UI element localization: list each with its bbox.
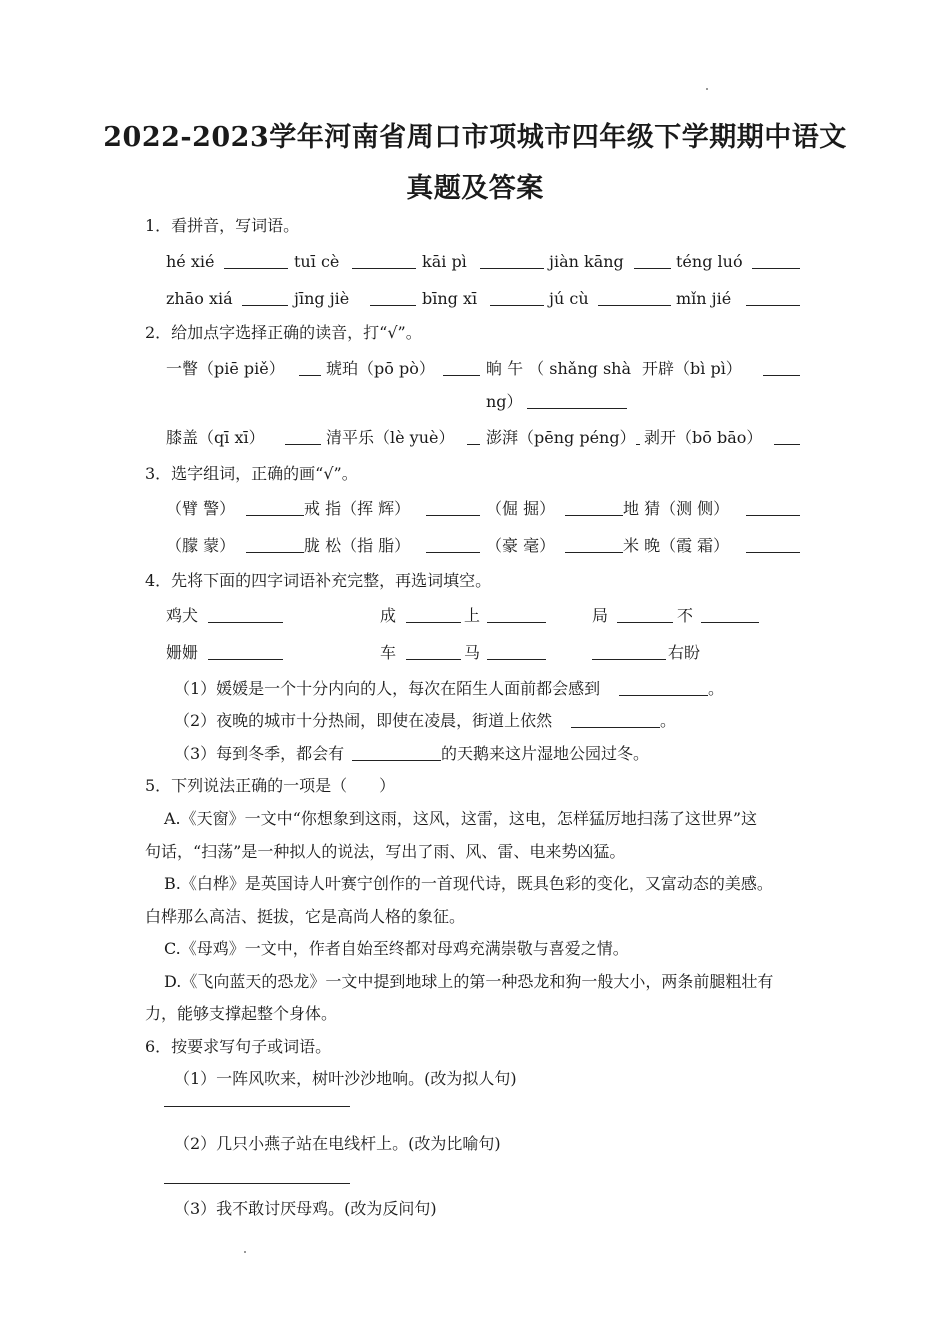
answer-blank[interactable]: [487, 606, 546, 623]
answer-blank[interactable]: [746, 289, 800, 306]
answer-blank[interactable]: [565, 499, 623, 516]
q1-pinyin: mǐn jié: [676, 289, 732, 308]
answer-blank[interactable]: [299, 359, 321, 376]
answer-blank[interactable]: [746, 499, 800, 516]
q1-pinyin: tuī cè: [294, 252, 340, 271]
q3-item: 胧 松（指 脂）: [304, 536, 411, 555]
answer-blank[interactable]: [370, 289, 416, 306]
option-d-cont: 力，能够支撑起整个身体。: [145, 1004, 338, 1023]
idiom-part: 鸡犬: [166, 606, 199, 625]
q1-pinyin: jīng jiè: [294, 289, 350, 308]
answer-blank[interactable]: [406, 643, 461, 660]
q3-item: （豪 毫）: [486, 536, 556, 555]
answer-blank[interactable]: [242, 289, 288, 306]
idiom-part: 不: [677, 606, 694, 625]
q1-pinyin: jú cù: [549, 289, 589, 308]
scan-dot: [244, 1251, 246, 1253]
q2-item: 晌 午 （ shǎng shà: [486, 359, 632, 378]
q2-item: 开辟（bì pì）: [642, 359, 742, 378]
answer-blank[interactable]: [763, 359, 800, 376]
q3-item: （臂 警）: [166, 499, 236, 518]
q2-item: 膝盖（qī xī）: [166, 428, 265, 447]
idiom-part: 姗姗: [166, 643, 199, 662]
idiom-part: 马: [464, 643, 481, 662]
answer-blank[interactable]: [285, 428, 321, 445]
answer-line[interactable]: [164, 1090, 350, 1107]
q2-item: 清平乐（lè yuè）: [326, 428, 455, 447]
answer-blank[interactable]: [352, 744, 441, 761]
q4-sentence-end: 。: [660, 711, 677, 730]
answer-blank[interactable]: [224, 252, 288, 269]
q2-item: 澎湃（pēng péng）: [486, 428, 636, 447]
option-d: D.《飞向蓝天的恐龙》一文中提到地球上的第一种恐龙和狗一般大小，两条前腿粗壮有: [164, 972, 774, 991]
q4-stem: 4．先将下面的四字词语补充完整，再选词填空。: [145, 571, 492, 590]
q3-item: 戒 指（挥 辉）: [304, 499, 411, 518]
q4-sentence-end: 。: [708, 679, 725, 698]
q2-stem: 2．给加点字选择正确的读音，打“√”。: [145, 323, 422, 342]
answer-blank[interactable]: [746, 536, 800, 553]
q6-task: （1）一阵风吹来，树叶沙沙地响。(改为拟人句): [174, 1069, 517, 1088]
q3-item: 米 晚（霞 霜）: [623, 536, 730, 555]
idiom-part: 成: [380, 606, 397, 625]
q1-pinyin: hé xié: [166, 252, 215, 271]
answer-blank[interactable]: [634, 252, 671, 269]
answer-blank[interactable]: [565, 536, 623, 553]
answer-blank[interactable]: [426, 499, 480, 516]
q6-task: （2）几只小燕子站在电线杆上。(改为比喻句): [174, 1134, 501, 1153]
answer-blank[interactable]: [617, 606, 673, 623]
answer-blank[interactable]: [443, 359, 480, 376]
scan-dot: [706, 88, 708, 90]
idiom-part: 局: [592, 606, 609, 625]
idiom-part: 车: [380, 643, 397, 662]
option-b: B.《白桦》是英国诗人叶赛宁创作的一首现代诗，既具色彩的变化，又富动态的美感。: [164, 874, 773, 893]
q6-stem: 6．按要求写句子或词语。: [145, 1037, 332, 1056]
answer-blank[interactable]: [246, 536, 304, 553]
q1-pinyin: téng luó: [676, 252, 743, 271]
q1-pinyin: bīng xī: [422, 289, 478, 308]
q3-item: （倔 掘）: [486, 499, 556, 518]
answer-blank[interactable]: [592, 643, 666, 660]
q5-stem: 5．下列说法正确的一项是（ ）: [145, 776, 396, 795]
document-title-line1: 2022-2023学年河南省周口市项城市四年级下学期期中语文: [103, 122, 847, 153]
answer-blank[interactable]: [598, 289, 671, 306]
q2-item: 剥开（bō bāo）: [644, 428, 763, 447]
answer-blank[interactable]: [467, 428, 480, 445]
q1-pinyin: kāi pì: [422, 252, 467, 271]
answer-blank[interactable]: [527, 392, 627, 409]
q4-sentence: （1）媛媛是一个十分内向的人，每次在陌生人面前都会感到: [174, 679, 601, 698]
q1-pinyin: zhāo xiá: [166, 289, 233, 308]
q3-item: （朦 蒙）: [166, 536, 236, 555]
option-c: C.《母鸡》一文中，作者自始至终都对母鸡充满崇敬与喜爱之情。: [164, 939, 629, 958]
option-b-cont: 白桦那么高洁、挺拔，它是高尚人格的象征。: [145, 907, 466, 926]
answer-blank[interactable]: [636, 428, 640, 445]
idiom-part: 上: [464, 606, 481, 625]
answer-blank[interactable]: [619, 679, 708, 696]
q1-pinyin: jiàn kāng: [549, 252, 624, 271]
option-a: A.《天窗》一文中“你想象到这雨，这风，这雷，这电，怎样猛厉地扫荡了这世界”这: [164, 809, 758, 828]
answer-blank[interactable]: [426, 536, 480, 553]
answer-blank[interactable]: [480, 252, 544, 269]
answer-blank[interactable]: [490, 289, 544, 306]
answer-blank[interactable]: [487, 643, 546, 660]
document-title-line2: 真题及答案: [406, 173, 544, 204]
answer-blank[interactable]: [352, 252, 416, 269]
answer-blank[interactable]: [406, 606, 461, 623]
answer-blank[interactable]: [246, 499, 304, 516]
q1-stem: 1．看拼音，写词语。: [145, 216, 300, 235]
answer-blank[interactable]: [208, 606, 283, 623]
q4-sentence: （3）每到冬季，都会有: [174, 744, 345, 763]
q4-sentence-end: 的天鹅来这片湿地公园过冬。: [441, 744, 650, 763]
idiom-part: 右盼: [668, 643, 701, 662]
option-a-cont: 句话，“扫荡”是一种拟人的说法，写出了雨、风、雷、电来势凶猛。: [145, 842, 626, 861]
q6-task: （3）我不敢讨厌母鸡。(改为反问句): [174, 1199, 437, 1218]
q2-item: 琥珀（pō pò）: [326, 359, 435, 378]
answer-blank[interactable]: [701, 606, 759, 623]
q2-item: 一瞥（piē piě）: [166, 359, 285, 378]
q3-stem: 3．选字组词，正确的画“√”。: [145, 464, 358, 483]
answer-blank[interactable]: [774, 428, 800, 445]
answer-blank[interactable]: [208, 643, 283, 660]
answer-blank[interactable]: [571, 711, 660, 728]
answer-line[interactable]: [164, 1167, 350, 1184]
q2-item-continued: ng）: [486, 392, 523, 411]
q4-sentence: （2）夜晚的城市十分热闹，即使在凌晨，街道上依然: [174, 711, 553, 730]
answer-blank[interactable]: [752, 252, 800, 269]
q3-item: 地 猜（测 侧）: [623, 499, 730, 518]
